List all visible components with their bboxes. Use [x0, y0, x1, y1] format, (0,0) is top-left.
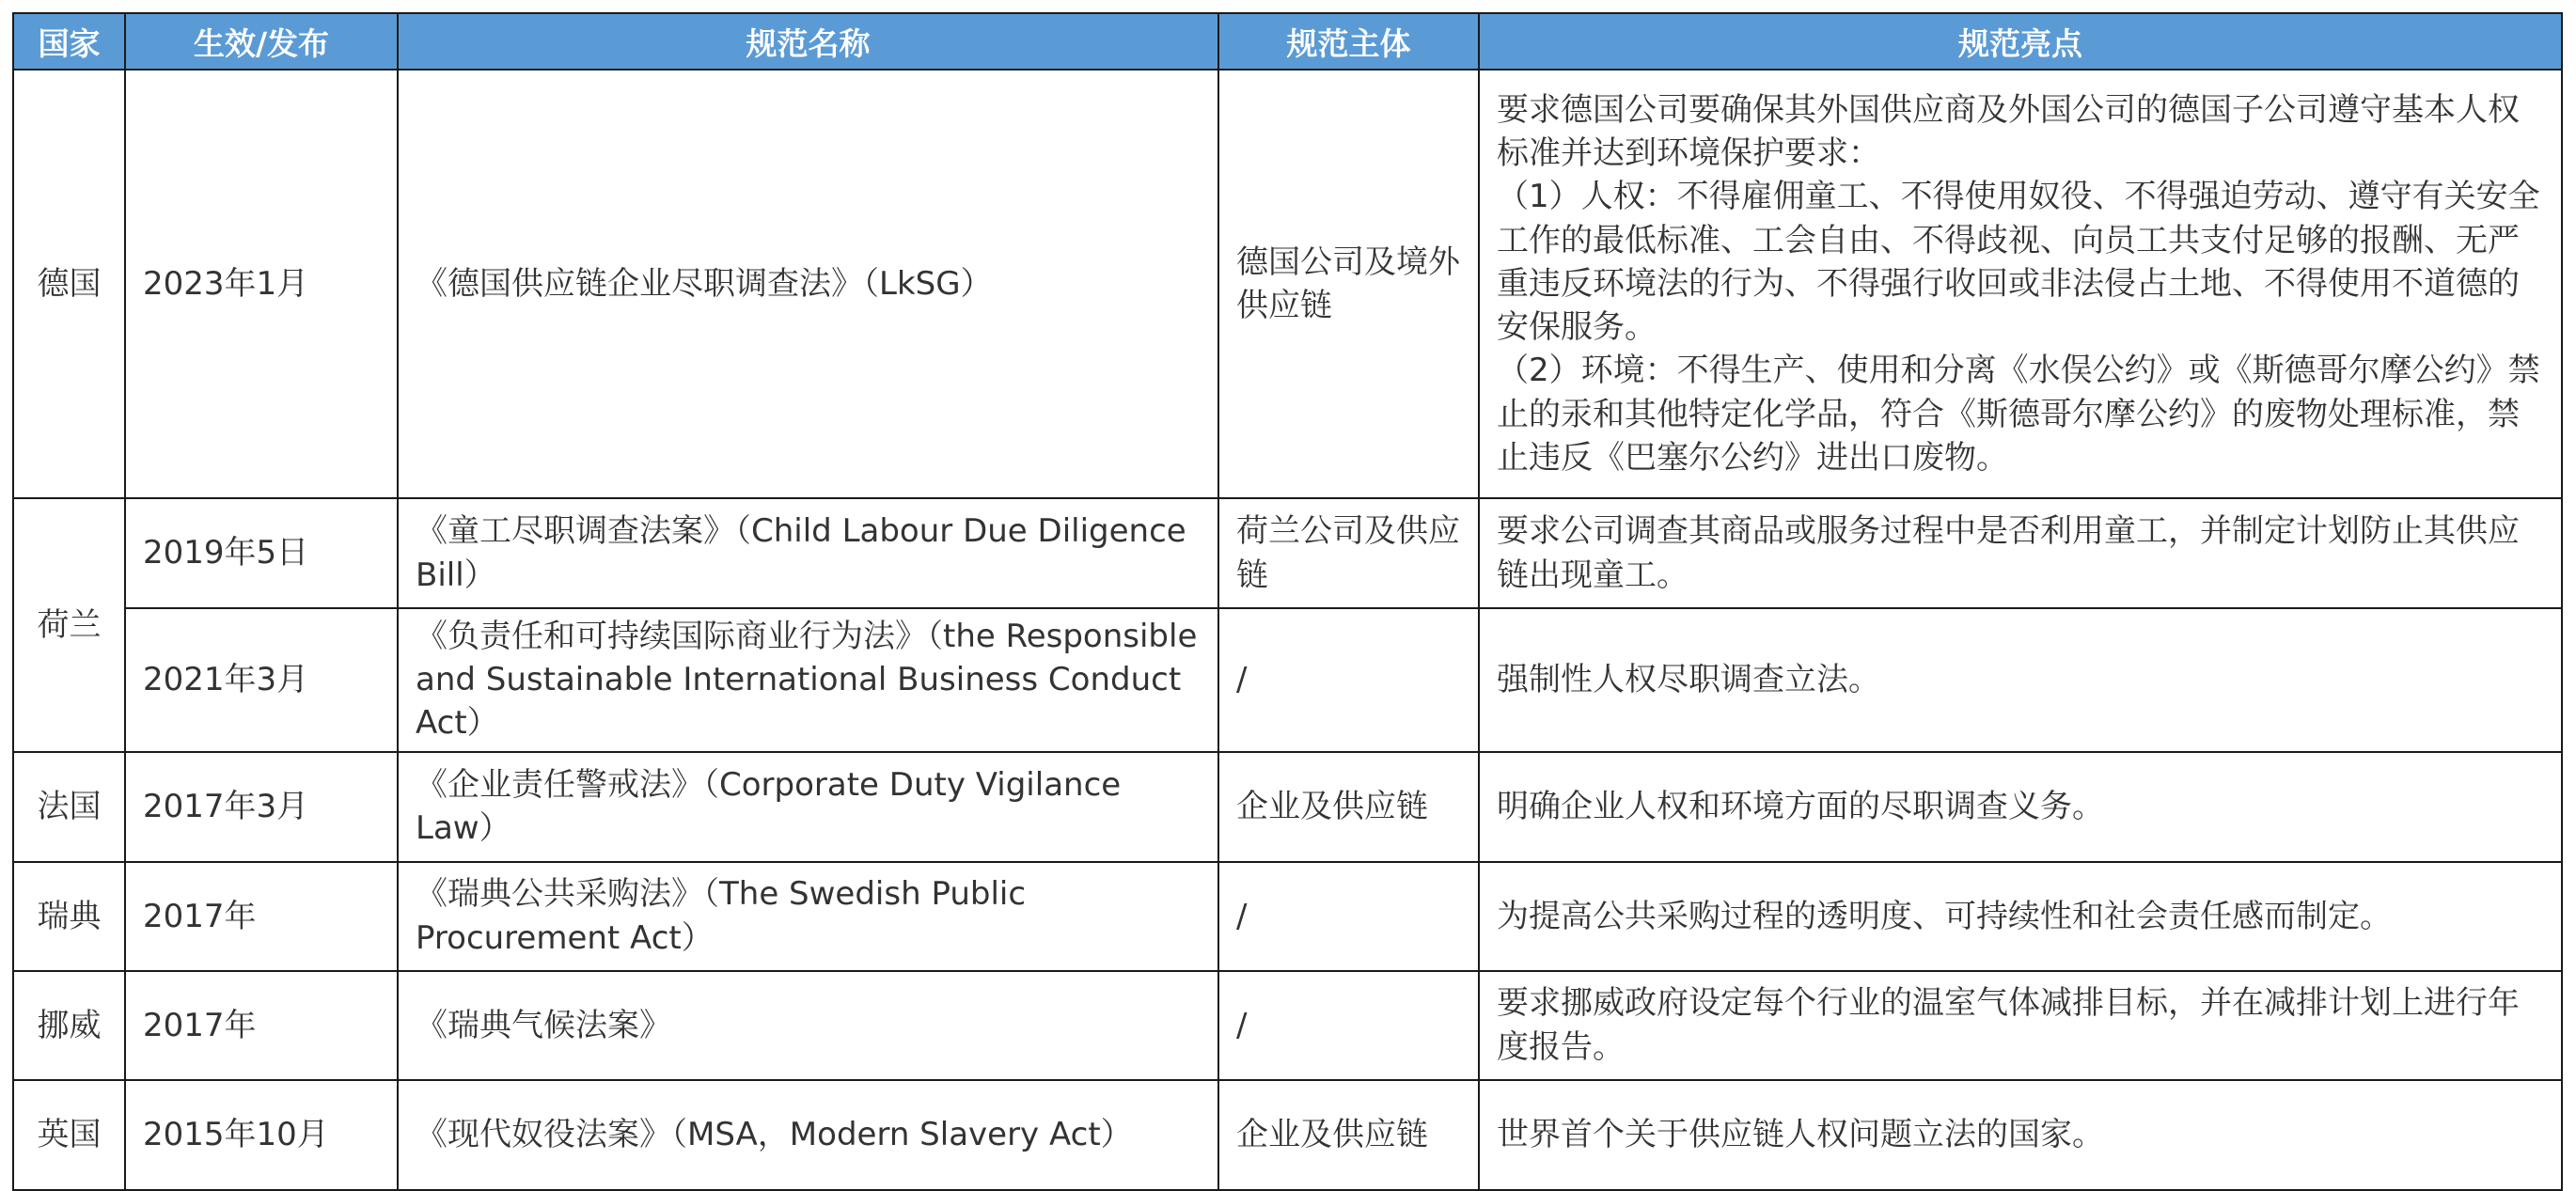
subject-cell: /: [1218, 971, 1479, 1080]
regulation-name-cell: 《负责任和可持续国际商业行为法》（the Responsible and Sustainable International Business Conduct Act）: [398, 608, 1218, 752]
date-cell: 2023年1月: [125, 70, 398, 498]
regulation-table: [12, 12, 2563, 1191]
highlight-cell: 为提高公共采购过程的透明度、可持续性和社会责任感而制定。: [1479, 862, 2562, 971]
country-cell: 英国: [13, 1080, 125, 1190]
date-cell: 2017年: [125, 862, 398, 971]
table-row: [13, 608, 2562, 752]
date-cell: 2021年3月: [125, 608, 398, 752]
subject-cell: /: [1218, 862, 1479, 971]
header-highlight: 规范亮点: [1479, 13, 2562, 70]
table-row: [13, 971, 2562, 1080]
highlight-text: （2）环境：不得生产、使用和分离《水俣公约》或《斯德哥尔摩公约》禁止的汞和其他特定化学品，符合《斯德哥尔摩公约》的废物处理标准，禁止违反《巴塞尔公约》进出口废物。: [1497, 352, 2540, 477]
regulation-name-cell: 《瑞典公共采购法》（The Swedish Public Procurement Act）: [398, 862, 1218, 971]
date-cell: 2019年5日: [125, 498, 398, 608]
header-country: 国家: [13, 13, 125, 70]
highlight-cell: 世界首个关于供应链人权问题立法的国家。: [1479, 1080, 2562, 1190]
header-name: 规范名称: [398, 13, 1218, 70]
highlight-text: （1）人权：不得雇佣童工、不得使用奴役、不得强迫劳动、遵守有关安全工作的最低标准、工会自由、不得歧视、向员工共支付足够的报酬、无严重违反环境法的行为、不得强行收回或非法侵占土地、不得使用不道德的安保服务。: [1497, 178, 2540, 347]
regulation-name-cell: 《企业责任警戒法》（Corporate Duty Vigilance Law）: [398, 752, 1218, 862]
country-cell: 德国: [13, 70, 125, 498]
header-subject: 规范主体: [1218, 13, 1479, 70]
table-row: [13, 70, 2562, 498]
country-cell: 瑞典: [13, 862, 125, 971]
country-cell: 挪威: [13, 971, 125, 1080]
highlight-cell: [1479, 70, 2562, 498]
subject-cell: 企业及供应链: [1218, 752, 1479, 862]
highlight-text: 要求德国公司要确保其外国供应商及外国公司的德国子公司遵守基本人权标准并达到环境保护要求：: [1497, 90, 2520, 173]
table-row: [13, 1080, 2562, 1190]
highlight-cell: 强制性人权尽职调查立法。: [1479, 608, 2562, 752]
table-row: [13, 862, 2562, 971]
subject-cell: 荷兰公司及供应链: [1218, 498, 1479, 608]
highlight-cell: 要求挪威政府设定每个行业的温室气体减排目标，并在减排计划上进行年度报告。: [1479, 971, 2562, 1080]
regulation-name-cell: 《瑞典气候法案》: [398, 971, 1218, 1080]
subject-cell: 企业及供应链: [1218, 1080, 1479, 1190]
date-cell: 2015年10月: [125, 1080, 398, 1190]
table-row: [13, 498, 2562, 608]
highlight-cell: 要求公司调查其商品或服务过程中是否利用童工，并制定计划防止其供应链出现童工。: [1479, 498, 2562, 608]
date-cell: 2017年: [125, 971, 398, 1080]
table-row: [13, 752, 2562, 862]
regulation-name-cell: 《现代奴役法案》（MSA，Modern Slavery Act）: [398, 1080, 1218, 1190]
header-date: 生效/发布: [125, 13, 398, 70]
regulation-name-cell: 《童工尽职调查法案》（Child Labour Due Diligence Bill）: [398, 498, 1218, 608]
subject-cell: 德国公司及境外供应链: [1218, 70, 1479, 498]
subject-cell: /: [1218, 608, 1479, 752]
header-row: [13, 13, 2562, 70]
country-cell: 法国: [13, 752, 125, 862]
regulation-name-cell: 《德国供应链企业尽职调查法》（LkSG）: [398, 70, 1218, 498]
date-cell: 2017年3月: [125, 752, 398, 862]
highlight-cell: 明确企业人权和环境方面的尽职调查义务。: [1479, 752, 2562, 862]
country-cell: 荷兰: [13, 498, 125, 752]
